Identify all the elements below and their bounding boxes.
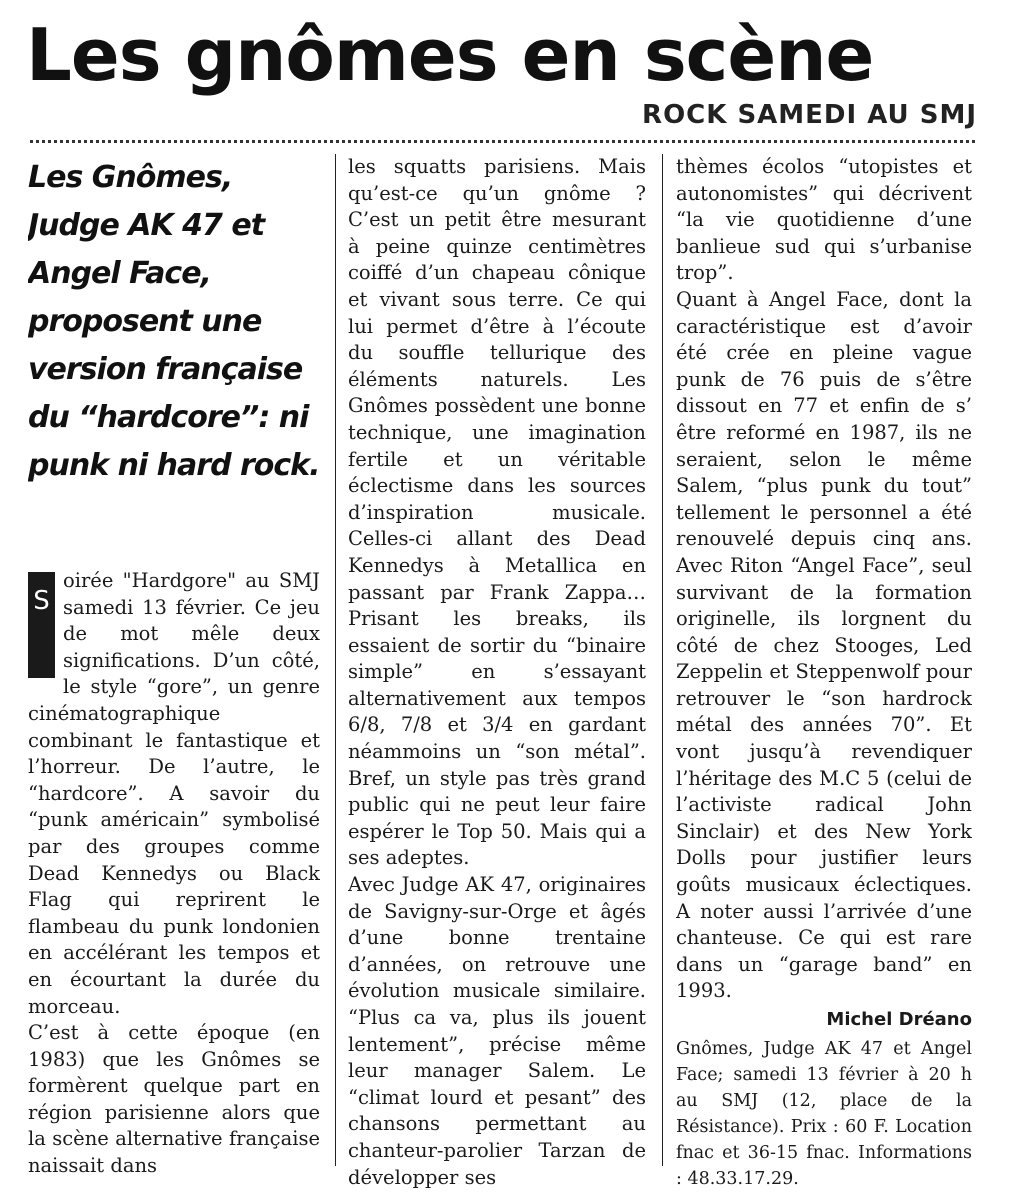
section-kicker: ROCK SAMEDI AU SMJ — [642, 100, 977, 130]
column-rule — [662, 154, 663, 1166]
paragraph-text: oirée "Hardgore" au SMJ samedi 13 février. Ce jeu de mot mêle deux significations. D’un côté, le style “gore”, un genre cinématographique combinant le fantastique et l’horreur. De l’autre, le “hardcore”. A savoir du “punk américain” symbolisé par des groupes comme Dead Kennedys ou Black Flag qui reprirent le flambeau du punk londonien en accélérant les tempos et en écourtant la durée du morceau. — [28, 569, 320, 1018]
event-info: Gnômes, Judge AK 47 et Angel Face; samedi 13 février à 20 h au SMJ (12, place de la Résistance). Prix : 60 F. Location fnac et 36-15 fnac. Informations : 48.33.17.29. — [676, 1038, 972, 1189]
column-2 — [348, 154, 646, 1191]
headline: Les gnômes en scène — [26, 13, 874, 97]
dotted-divider — [30, 140, 975, 143]
drop-cap: S — [28, 572, 55, 678]
body-paragraph: C’est à cette époque (en 1983) que les Gnômes se formèrent quelque part en région parisienne alors que la scène alternative française naissait dans — [28, 1021, 320, 1178]
body-paragraph: thèmes écolos “utopistes et autonomistes” qui décrivent “la vie quotidienne d’une banlieue sud qui s’urbanise trop”. — [676, 155, 972, 285]
column-1 — [28, 154, 320, 1180]
body-paragraph: les squatts parisiens. Mais qu’est-ce qu’un gnôme ? C’est un petit être mesurant à peine quinze centimètres coiffé d’un chapeau cônique et vivant sous terre. Ce qui lui permet d’être à l’écoute du souffle tellurique des éléments naturels. Les Gnômes possèdent une bonne technique, une imagination fertile et un véritable éclectisme dans les sources d’inspiration musicale. Celles-ci allant des Dead Kennedys à Metallica en passant par Frank Zappa… Prisant les breaks, ils essaient de sortir du “binaire simple” en s’essayant alternativement aux tempos 6/8, 7/8 et 3/4 en gardant néammoins un “son métal”. Bref, un style pas très grand public qui ne peut leur faire espérer le Top 50. Mais qui a ses adeptes. — [348, 155, 646, 870]
body-paragraph: Quant à Angel Face, dont la caractéristique est d’avoir été crée en pleine vague punk de 76 puis de s’être dissout en 77 et enfin de s’ être reformé en 1987, ils ne seraient, selon le même Salem, “plus punk du tout” tellement le personnel a été renouvelé depuis cinq ans. Avec Riton “Angel Face”, seul survivant de la formation originelle, ils lorgnent du côté de chez Stooges, Led Zeppelin et Steppenwolf pour retrouver le “son hardrock métal des années 70”. Et vont jusqu’à revendiquer l’héritage des M.C 5 (celui de l’activiste radical John Sinclair) et des New York Dolls pour justifier leurs goûts musicaux éclectiques. A noter aussi l’arrivée d’une chanteuse. Ce qui est rare dans un “garage band” en 1993. — [676, 287, 972, 1003]
body-paragraph — [28, 568, 320, 1020]
column-3 — [676, 154, 972, 1192]
column-rule — [335, 154, 336, 1166]
lede-intro: Les Gnômes, Judge AK 47 et Angel Face, proposent une version française du “hardcore”: ni punk ni hard rock. — [28, 160, 320, 483]
author-signature: Michel Dréano — [826, 1009, 972, 1030]
body-paragraph: Avec Judge AK 47, originaires de Savigny-sur-Orge et âgés d’une bonne trentaine d’années, on retrouve une évolution musicale similaire. “Plus ca va, plus ils jouent lentement”, précise même leur manager Salem. Le “climat lourd et pesant” des chansons permettant au chanteur-parolier Tarzan de développer ses — [348, 873, 646, 1189]
